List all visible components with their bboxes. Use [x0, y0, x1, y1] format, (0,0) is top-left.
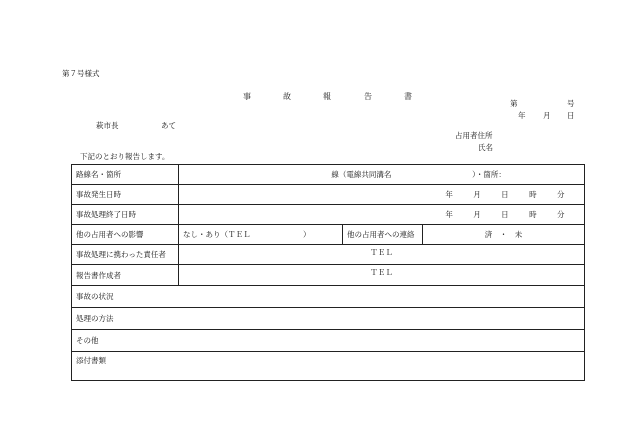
situation-cell[interactable]: [72, 286, 585, 308]
title-char: 報: [323, 92, 331, 101]
addressee-suffix: あて: [161, 121, 176, 130]
route-line-text: 線（電線共同溝名: [331, 170, 392, 179]
title-char: 事: [243, 92, 251, 101]
unit-day: 日: [501, 190, 509, 199]
completion-value-cell[interactable]: [179, 205, 585, 225]
addressee-name: 萩市長: [96, 121, 119, 130]
author-label: 報告書作成者: [72, 265, 179, 286]
table-row: [72, 330, 585, 352]
reporter-address-label: 占用者住所: [455, 131, 493, 140]
contact-label: 他の占用者への連絡: [343, 225, 423, 245]
unit-year: 年: [445, 190, 453, 199]
table-row: [72, 225, 585, 245]
intro-text: 下記のとおり報告します。: [80, 152, 170, 161]
route-label: 路線名・箇所: [72, 165, 179, 185]
responsible-label: 事故処理に携わった責任者: [72, 245, 179, 265]
completion-label: 事故処理終了日時: [72, 205, 179, 225]
report-table: [71, 164, 585, 381]
impact-label: 他の占用者への影響: [72, 225, 179, 245]
title-char: 告: [364, 92, 372, 101]
contact-value[interactable]: 済 ・ 未: [423, 225, 585, 245]
unit-month: 月: [473, 210, 481, 219]
unit-hour: 時: [529, 190, 537, 199]
table-row: [72, 245, 585, 265]
occurrence-value-cell[interactable]: [179, 185, 585, 205]
unit-day: 日: [501, 210, 509, 219]
author-tel[interactable]: ＴＥＬ: [179, 265, 585, 286]
table-row: [72, 185, 585, 205]
impact-value[interactable]: なし・あり（ＴＥＬ ）: [179, 225, 343, 245]
unit-year: 年: [445, 210, 453, 219]
date-month: 月: [543, 111, 551, 120]
method-label: 処理の方法: [76, 314, 114, 323]
date-day: 日: [567, 111, 575, 120]
table-row: [72, 286, 585, 308]
date-year: 年: [518, 111, 526, 120]
other-cell[interactable]: [72, 330, 585, 352]
occurrence-label: 事故発生日時: [72, 185, 179, 205]
unit-month: 月: [473, 190, 481, 199]
table-row: [72, 205, 585, 225]
attachments-label: 添付書類: [76, 356, 106, 365]
unit-minute: 分: [556, 190, 565, 199]
situation-label: 事故の状況: [76, 292, 114, 301]
table-row: [72, 165, 585, 185]
responsible-tel[interactable]: ＴＥＬ: [179, 245, 585, 265]
route-value-cell[interactable]: [179, 165, 585, 185]
table-row: [72, 352, 585, 381]
table-row: [72, 265, 585, 286]
title-char: 書: [404, 92, 412, 101]
attachments-cell[interactable]: [72, 352, 585, 381]
ref-number-prefix: 第: [510, 99, 518, 108]
route-place-text: ）・箇所：: [472, 170, 506, 179]
other-label: その他: [76, 336, 99, 345]
unit-hour: 時: [529, 210, 537, 219]
table-row: [72, 308, 585, 330]
method-cell[interactable]: [72, 308, 585, 330]
form-number: 第７号様式: [62, 69, 100, 78]
title-char: 故: [283, 92, 291, 101]
ref-number-suffix: 号: [567, 99, 575, 108]
unit-minute: 分: [556, 210, 565, 219]
reporter-name-label: 氏名: [478, 143, 493, 152]
